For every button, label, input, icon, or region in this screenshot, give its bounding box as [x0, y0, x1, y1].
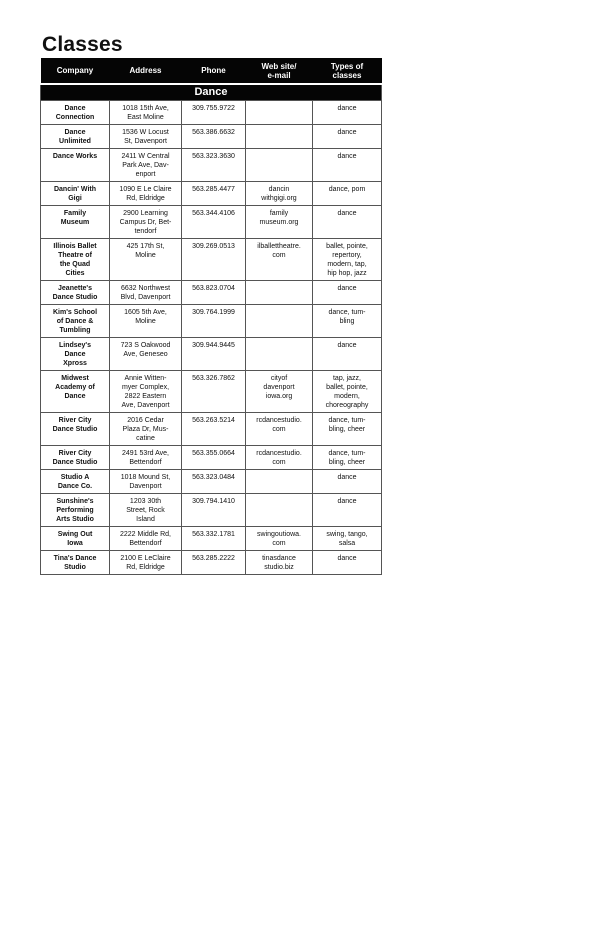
cell-address: 2016 Cedar Plaza Dr, Mus- catine [110, 413, 182, 446]
header-web: Web site/ e-mail [246, 58, 313, 84]
cell-company: Studio A Dance Co. [41, 470, 110, 494]
cell-company: Illinois Ballet Theatre of the Quad Cities [41, 239, 110, 281]
cell-types: dance [313, 470, 382, 494]
cell-address: 425 17th St, Moline [110, 239, 182, 281]
cell-company: Dance Unlimited [41, 125, 110, 149]
classes-table [40, 58, 382, 575]
cell-types: ballet, pointe, repertory, modern, tap, hip hop, jazz [313, 239, 382, 281]
cell-company: Tina's Dance Studio [41, 551, 110, 575]
cell-types: dance [313, 125, 382, 149]
cell-phone: 309.269.0513 [182, 239, 246, 281]
table-row [41, 305, 382, 338]
cell-address: 1536 W Locust St, Davenport [110, 125, 182, 149]
cell-types: dance, tum- bling [313, 305, 382, 338]
cell-phone: 309.944.9445 [182, 338, 246, 371]
cell-web: rcdancestudio. com [246, 413, 313, 446]
cell-types: dance [313, 338, 382, 371]
header-company: Company [41, 58, 110, 84]
cell-phone: 309.755.9722 [182, 101, 246, 125]
cell-types: dance [313, 281, 382, 305]
table-row [41, 371, 382, 413]
cell-types: dance, tum- bling, cheer [313, 446, 382, 470]
cell-phone: 563.344.4106 [182, 206, 246, 239]
cell-phone: 563.263.5214 [182, 413, 246, 446]
cell-address: 2411 W Central Park Ave, Dav- enport [110, 149, 182, 182]
table-row [41, 125, 382, 149]
cell-address: 1605 5th Ave, Moline [110, 305, 182, 338]
cell-address: 1203 30th Street, Rock Island [110, 494, 182, 527]
cell-types: tap, jazz, ballet, pointe, modern, choreography [313, 371, 382, 413]
cell-phone: 563.285.4477 [182, 182, 246, 206]
cell-web [246, 125, 313, 149]
cell-phone: 563.323.3630 [182, 149, 246, 182]
cell-web: ilballettheatre. com [246, 239, 313, 281]
cell-web [246, 101, 313, 125]
cell-address: 2100 E LeClaire Rd, Eldridge [110, 551, 182, 575]
cell-types: dance [313, 101, 382, 125]
header-address: Address [110, 58, 182, 84]
section-row [41, 84, 382, 101]
cell-web [246, 149, 313, 182]
cell-web [246, 338, 313, 371]
cell-phone: 563.323.0484 [182, 470, 246, 494]
table-row [41, 338, 382, 371]
table-row [41, 446, 382, 470]
cell-types: dance, tum- bling, cheer [313, 413, 382, 446]
cell-web: rcdancestudio. com [246, 446, 313, 470]
cell-address: 2222 Middle Rd, Bettendorf [110, 527, 182, 551]
cell-phone: 309.764.1999 [182, 305, 246, 338]
cell-web [246, 494, 313, 527]
cell-phone: 309.794.1410 [182, 494, 246, 527]
cell-types: swing, tango, salsa [313, 527, 382, 551]
cell-types: dance, pom [313, 182, 382, 206]
cell-web: dancin withgigi.org [246, 182, 313, 206]
cell-address: 2900 Learning Campus Dr, Bet- tendorf [110, 206, 182, 239]
cell-company: River City Dance Studio [41, 446, 110, 470]
table-row [41, 239, 382, 281]
cell-web [246, 281, 313, 305]
cell-phone: 563.386.6632 [182, 125, 246, 149]
cell-address: 723 S Oakwood Ave, Geneseo [110, 338, 182, 371]
table-row [41, 149, 382, 182]
cell-company: Lindsey's Dance Xpross [41, 338, 110, 371]
cell-types: dance [313, 149, 382, 182]
cell-address: 1018 15th Ave, East Moline [110, 101, 182, 125]
table-row [41, 206, 382, 239]
header-phone: Phone [182, 58, 246, 84]
table-row [41, 101, 382, 125]
cell-phone: 563.355.0664 [182, 446, 246, 470]
cell-address: 1018 Mound St, Davenport [110, 470, 182, 494]
cell-company: Jeanette's Dance Studio [41, 281, 110, 305]
table-row [41, 494, 382, 527]
cell-phone: 563.332.1781 [182, 527, 246, 551]
cell-phone: 563.285.2222 [182, 551, 246, 575]
cell-web: tinasdance studio.biz [246, 551, 313, 575]
cell-web: cityof davenport iowa.org [246, 371, 313, 413]
cell-web: family museum.org [246, 206, 313, 239]
cell-phone: 563.326.7862 [182, 371, 246, 413]
cell-web: swingoutiowa. com [246, 527, 313, 551]
table-row [41, 413, 382, 446]
table-row [41, 281, 382, 305]
cell-web [246, 305, 313, 338]
cell-company: Family Museum [41, 206, 110, 239]
cell-company: Dance Connection [41, 101, 110, 125]
cell-company: Swing Out Iowa [41, 527, 110, 551]
table-row [41, 551, 382, 575]
cell-types: dance [313, 206, 382, 239]
cell-address: 2491 53rd Ave, Bettendorf [110, 446, 182, 470]
cell-company: Midwest Academy of Dance [41, 371, 110, 413]
cell-company: Dance Works [41, 149, 110, 182]
cell-types: dance [313, 494, 382, 527]
cell-company: River City Dance Studio [41, 413, 110, 446]
cell-company: Kim's School of Dance & Tumbling [41, 305, 110, 338]
table-body [41, 84, 382, 575]
cell-phone: 563.823.0704 [182, 281, 246, 305]
table-row [41, 182, 382, 206]
page-title: Classes [42, 33, 123, 56]
table-row [41, 470, 382, 494]
cell-company: Dancin' With Gigi [41, 182, 110, 206]
table-row [41, 527, 382, 551]
cell-company: Sunshine's Performing Arts Studio [41, 494, 110, 527]
cell-address: Annie Witten- myer Complex, 2822 Eastern Ave, Davenport [110, 371, 182, 413]
table-header [41, 58, 382, 84]
cell-types: dance [313, 551, 382, 575]
cell-address: 6632 Northwest Blvd, Davenport [110, 281, 182, 305]
cell-web [246, 470, 313, 494]
header-types: Types of classes [313, 58, 382, 84]
cell-address: 1090 E Le Claire Rd, Eldridge [110, 182, 182, 206]
section-title: Dance [41, 84, 382, 101]
